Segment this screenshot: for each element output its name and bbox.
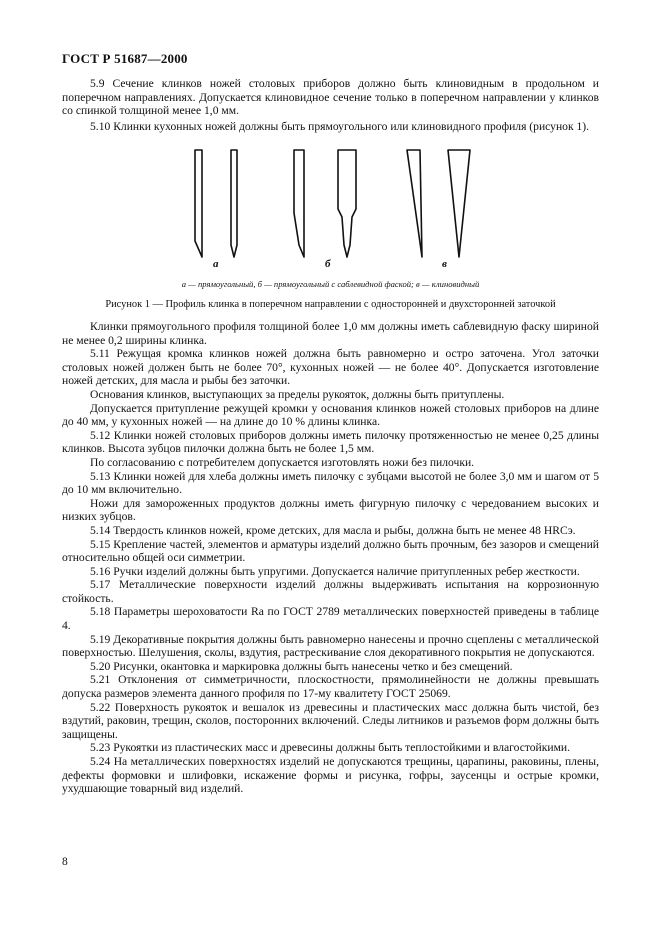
figure-label-b: б <box>325 258 331 270</box>
paragraph-5-13: 5.13 Клинки ножей для хлеба должны иметь пилочку с зубцами высотой не более 3,0 мм и шагом от 5 до 10 мм включительно. <box>62 469 599 497</box>
figure-caption: Рисунок 1 — Профиль клинка в поперечном направлении с односторонней и двухсторонней заточкой <box>105 299 556 310</box>
profile-b-two-sided <box>338 150 356 257</box>
paragraph-5-24: 5.24 На металлических поверхностях изделий не допускаются трещины, царапины, раковины, плены, дефекты формовки и шлифовки, искажение формы и рисунка, гофры, заусенцы и острые кромки, ухудшающие товарный вид изделий. <box>62 755 599 796</box>
paragraph: Основания клинков, выступающих за пределы рукояток, должны быть притуплены. <box>90 387 505 401</box>
paragraph-5-14: 5.14 Твердость клинков ножей, кроме детских, для масла и рыбы, должна быть не менее 48 HRCэ. <box>90 523 576 537</box>
paragraph-5-17: 5.17 Металлические поверхности изделий должны выдерживать испытания на коррозионную стойкость. <box>62 578 599 605</box>
figure-label-a: а <box>213 258 219 270</box>
paragraph: По согласованию с потребителем допускается изготовлять ножи без пилочки. <box>90 455 475 469</box>
paragraph-5-18: 5.18 Параметры шероховатости Ra по ГОСТ 2789 металлических поверхностей приведены в таблице 4. <box>62 605 599 633</box>
profile-a-one-sided <box>195 150 202 257</box>
paragraph-5-15: 5.15 Крепление частей, элементов и арматуры изделий должно быть прочным, без зазоров и смещений относительно общей оси симметрии. <box>62 537 599 565</box>
paragraph-5-10: 5.10 Клинки кухонных ножей должны быть прямоугольного или клиновидного профиля (рисунок 1). <box>90 119 590 133</box>
blade-profiles-drawing <box>62 145 599 270</box>
paragraph-5-23: 5.23 Рукоятки из пластических масс и древесины должны быть теплостойкими и влагостойкими. <box>90 741 571 755</box>
paragraph-5-22: 5.22 Поверхность рукояток и вешалок из древесины и пластических масс должна быть чистой, без вздутий, раковин, трещин, сколов, посторонних включений. Следы литников и разъемов форм должны быть защищены. <box>62 700 599 741</box>
top-section <box>62 77 599 133</box>
paragraph-5-20: 5.20 Рисунки, окантовка и маркировка должны быть нанесены четко и без смещений. <box>90 659 513 673</box>
paragraph-5-19: 5.19 Декоративные покрытия должны быть равномерно нанесены и прочно сцеплены с металлической поверхностью. Шелушения, сколы, вздутия, растрескивание слоя декоративного покрытия не допускаются. <box>62 632 599 660</box>
profile-c-one-sided <box>407 150 422 257</box>
paragraph-5-11: 5.11 Режущая кромка клинков ножей должна быть равномерно и остро заточена. Угол заточки столовых ножей должен быть не более 70°, кухонных ножей — не более 40°. Допускается изготовление ножей детских, для масла и рыбы без заточки. <box>62 347 599 388</box>
paragraph: Ножи для замороженных продуктов должны иметь фигурную пилочку с чередованием высоких и низких зубцов. <box>62 496 599 524</box>
paragraph-5-16: 5.16 Ручки изделий должны быть упругими. Допускается наличие притупленных ребер жесткости. <box>90 564 580 578</box>
profile-a-two-sided <box>231 150 237 257</box>
paragraph-5-21: 5.21 Отклонения от симметричности, плоскостности, прямолинейности не должны превышать допуска размеров элемента данного профиля по 17-му квалитету ГОСТ 25069. <box>62 673 599 701</box>
profile-c-two-sided <box>448 150 470 257</box>
paragraph-5-9: 5.9 Сечение клинков ножей столовых приборов должно быть клиновидным в продольном и поперечном направлениях. Допускается клиновидное сечение только в поперечном направлении у клинков со спинкой толщиной менее 1,0 мм. <box>62 77 599 118</box>
main-section <box>62 320 599 796</box>
profile-b-one-sided <box>294 150 304 257</box>
document-header: ГОСТ Р 51687—2000 <box>62 51 188 66</box>
paragraph-5-12: 5.12 Клинки ножей столовых приборов должны иметь пилочку протяженностью не менее 0,25 длины клинков. Высота зубцов пилочки должна быть не более 1,5 мм. <box>62 428 599 456</box>
paragraph: Клинки прямоугольного профиля толщиной более 1,0 мм должны иметь саблевидную фаску шириной не менее 0,2 ширины клинка. <box>62 320 599 347</box>
paragraph: Допускается притупление режущей кромки у основания клинков ножей столовых приборов на длине до 40 мм, у кухонных ножей — на длине до 10 % длины клинка. <box>62 401 599 429</box>
figure-1 <box>62 145 599 270</box>
figure-label-c: в <box>442 258 447 270</box>
figure-legend: а — прямоугольный, б — прямоугольный с саблевидной фаской; в — клиновидный <box>181 279 480 289</box>
page-number: 8 <box>62 856 68 868</box>
